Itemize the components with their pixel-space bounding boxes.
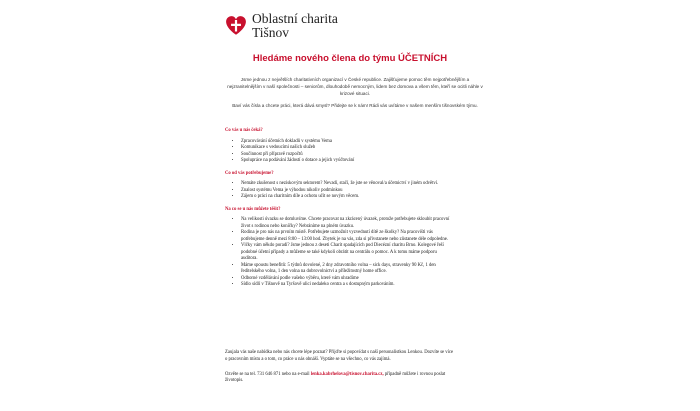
contact-prefix: Ozvěte se na tel. 731 646 871 nebo na e-mail	[225, 371, 310, 377]
requirements-list	[225, 181, 450, 201]
section-heading-benefits: Na co se u nás můžete těšit?	[225, 206, 281, 212]
section-heading-requirements: Co od vás potřebujeme?	[225, 170, 274, 176]
list-item: • Spolupráce na podávání žádostí o dotace a jejich vyúčtování	[241, 158, 450, 165]
page-headline: Hledáme nového člena do týmu ÚČETNÍCH	[252, 53, 448, 64]
list-item: • Na velikosti úvazku se domluvíme. Chcete pracovat na zkrácený úvazek, protože potřebujete skloubit pracovní život s rodinou nebo koníčky? Nebráníme na plném úvazku.	[241, 217, 450, 230]
list-item: • Zájem o práci na charitním díle a ochotu učit se novým věcem.	[241, 194, 450, 201]
list-item: • Nemáte zkušenost s neziskovým sektorem? Nevadí, stačí, že jste se věnoval/a účetnictví v jiném odvětví.	[241, 181, 450, 188]
footer-paragraph: Zaujala vás naše nabídka nebo nás chcete lépe poznat? Přijďte si popovídat s naší personalistkou Lenkou. Dozvíte se více o pracovním místu a o tom, co práce u nás obnáší. Vyptáte se na všechno, co vás zajímá.	[225, 350, 454, 362]
list-item: • Součinnost při přípravě rozpočtů	[241, 152, 450, 159]
list-item: • Máme spoustu benefitů: 5 týdnů dovolené, 2 dny zdravotního volna – sick days, stravenky 90 Kč, 1 den ředitelského volna, 1 den volna na dobrovolnictví a příležitostný home office.	[241, 263, 450, 276]
list-item: • Rodina je pro nás na prvním místě. Potřebujete uzmožnit vyzvednutí dítě ze školky? Na pracovišti vás potřebujeme denně mezi 8:00 – 13:00 hod. Zbytek je na vás, zda si přivstanete nebo zůstanete déle odpoledne.	[241, 230, 450, 243]
logo-line-2: Tišnov	[252, 25, 290, 40]
logo-line-1: Oblastní charita	[252, 11, 338, 26]
intro-paragraph-2: Baví vás čísla a chcete práci, která dává smysl? Přidejte se k nám! Rádi vás uvítáme v našem menším tišnovském týmu.	[232, 103, 478, 108]
charita-heart-logo-icon	[225, 15, 247, 37]
job-details	[225, 128, 450, 295]
list-item: • Sídlo sídlí v Tišnově na Tyršově ulici nedaleko centra a s dostupným parkováním.	[241, 282, 450, 289]
list-item: • Komunikace s vedoucími našich služeb	[241, 145, 450, 152]
list-item: • Znalost systému Vema je výhodou nikoliv podmínkou	[241, 188, 450, 195]
contact-footer	[225, 350, 455, 393]
charita-logo	[225, 12, 338, 40]
intro-block	[225, 76, 485, 114]
expectations-list	[225, 139, 450, 165]
section-heading-expectations: Co vás u nás čeká?	[225, 128, 263, 133]
contact-suffix: případně můžete i rovnou poslat životopis.	[225, 371, 446, 384]
contact-paragraph	[225, 372, 455, 386]
list-item: • Zpracovávání účetních dokladů v systému Vema	[241, 139, 450, 146]
benefits-list	[225, 217, 450, 289]
list-item: • Odborné vzdělávání podle vašeho výběru, které vám uhradíme	[241, 276, 450, 283]
email-link[interactable]: lenka.kabrhelova@tisnov.charita.cz,	[310, 371, 384, 377]
intro-paragraph-1: Jsme jednou z největších charitativních organizací v České republice. Zajišťujeme pomoc těm nejpotřebnějším a nejzranitelnějším v naší společnosti – seniorům, dlouhodobě nemocným, lidem bez domova a všem těm, kteří se ocitli náhle v krizové situaci.	[227, 77, 483, 96]
list-item: • Vlčky vám někdo poradí? Jsme jednou z deseti Charit spadajících pod Diecézní charitu Brno. Kolegové řeší podobné účetní případy a můžeme se také kdykoli obrátit na centrálu o pomoc. A k tomu máme podporu auditora.	[241, 243, 450, 263]
